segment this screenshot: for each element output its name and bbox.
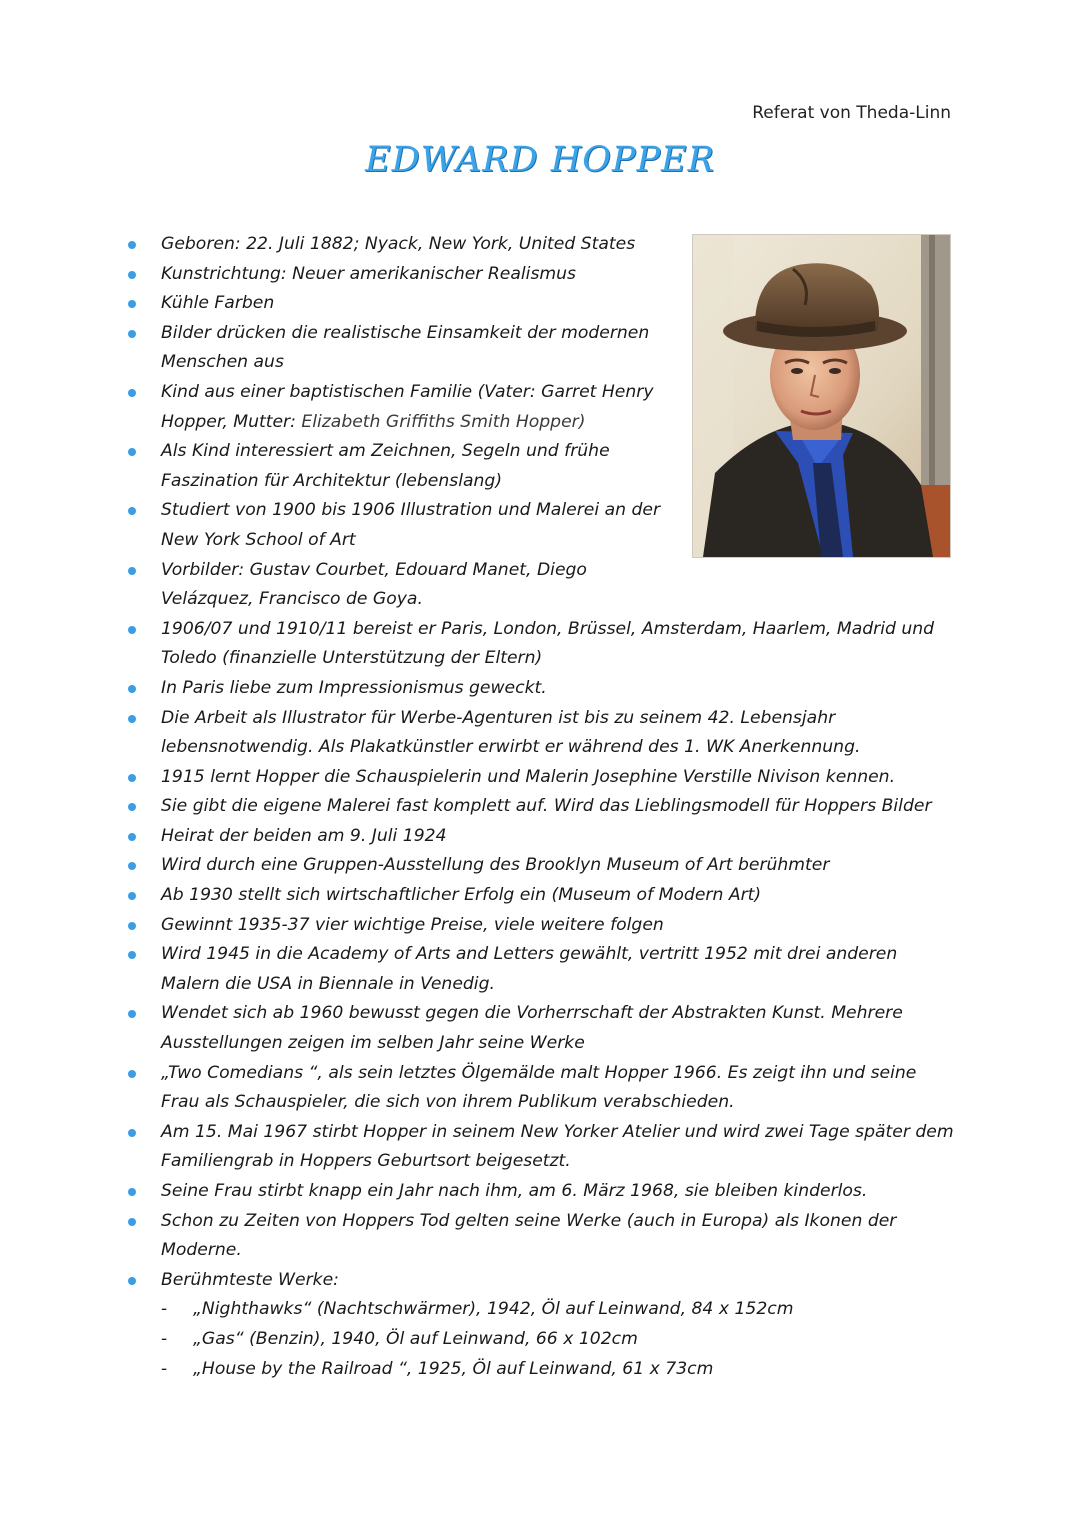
bullet-icon — [128, 271, 136, 279]
list-item: Am 15. Mai 1967 stirbt Hopper in seinem New Yorker Atelier und wird zwei Tage später dem Familiengrab in Hoppers Geburtsort beigesetzt. — [0, 1118, 956, 1177]
list-item: Die Arbeit als Illustrator für Werbe-Agenturen ist bis zu seinem 42. Lebensjahr lebensnotwendig. Als Plakatkünstler erwirbt er während des 1. WK Anerkennung. — [0, 704, 956, 763]
bullet-icon — [128, 1218, 136, 1226]
list-item: Wendet sich ab 1960 bewusst gegen die Vorherrschaft der Abstrakten Kunst. Mehrere Ausstellungen zeigen im selben Jahr seine Werke — [0, 999, 956, 1058]
bullet-icon — [128, 1277, 136, 1285]
list-item: Vorbilder: Gustav Courbet, Edouard Manet, Diego Velázquez, Francisco de Goya. — [0, 556, 681, 615]
bullet-icon — [128, 1129, 136, 1137]
list-item: Als Kind interessiert am Zeichnen, Segeln und frühe Faszination für Architektur (lebenslang) — [0, 437, 681, 496]
bullet-icon — [128, 862, 136, 870]
list-item: Heirat der beiden am 9. Juli 1924 — [0, 822, 956, 852]
bullet-icon — [128, 833, 136, 841]
list-item-famous-works: Berühmteste Werke: - „Nighthawks“ (Nachtschwärmer), 1942, Öl auf Leinwand, 84 x 152cm - „Gas“ (Benzin), 1940, Öl auf Leinwand, 66 x 102cm - „House by the Railroad “, 1925, Öl auf Leinwand, 61 x 73cm — [0, 1266, 956, 1384]
bullet-icon — [128, 567, 136, 575]
list-item: Geboren: 22. Juli 1882; Nyack, New York, United States — [0, 230, 681, 260]
bullet-icon — [128, 241, 136, 249]
list-item: Sie gibt die eigene Malerei fast komplett auf. Wird das Lieblingsmodell für Hoppers Bilder — [0, 792, 956, 822]
list-item: Wird durch eine Gruppen-Ausstellung des Brooklyn Museum of Art berühmter — [0, 851, 956, 881]
dash-marker: - — [161, 1328, 168, 1349]
bullet-icon — [128, 774, 136, 782]
bullet-icon — [128, 448, 136, 456]
bullet-icon — [128, 1188, 136, 1196]
work-item: - „Nighthawks“ (Nachtschwärmer), 1942, Öl auf Leinwand, 84 x 152cm — [161, 1295, 956, 1325]
bullet-icon — [128, 389, 136, 397]
list-item: Bilder drücken die realistische Einsamkeit der modernen Menschen aus — [0, 319, 681, 378]
list-item: Kühle Farben — [0, 289, 681, 319]
list-item: Wird 1945 in die Academy of Arts and Letters gewählt, vertritt 1952 mit drei anderen Malern die USA in Biennale in Venedig. — [0, 940, 956, 999]
bullet-icon — [128, 330, 136, 338]
page-title: EDWARD HOPPER — [365, 140, 715, 180]
list-item: Kunstrichtung: Neuer amerikanischer Realismus — [0, 260, 681, 290]
bullet-icon — [128, 951, 136, 959]
list-item: Schon zu Zeiten von Hoppers Tod gelten seine Werke (auch in Europa) als Ikonen der Moderne. — [0, 1207, 956, 1266]
list-item: Kind aus einer baptistischen Familie (Vater: Garret Henry Hopper, Mutter: Elizabeth Griffiths Smith Hopper) — [0, 378, 681, 437]
bullet-icon — [128, 507, 136, 515]
facts-list — [0, 230, 956, 1384]
list-item: „Two Comedians “, als sein letztes Ölgemälde malt Hopper 1966. Es zeigt ihn und seine Frau als Schauspieler, die sich von ihrem Publikum verabschieden. — [0, 1059, 956, 1118]
bullet-icon — [128, 1070, 136, 1078]
list-item: In Paris liebe zum Impressionismus geweckt. — [0, 674, 956, 704]
bullet-icon — [128, 892, 136, 900]
list-item: Studiert von 1900 bis 1906 Illustration und Malerei an der New York School of Art — [0, 496, 681, 555]
list-item: Gewinnt 1935-37 vier wichtige Preise, viele weitere folgen — [0, 911, 956, 941]
list-item: 1906/07 und 1910/11 bereist er Paris, London, Brüssel, Amsterdam, Haarlem, Madrid und Toledo (finanzielle Unterstützung der Eltern) — [0, 615, 956, 674]
dash-marker: - — [161, 1358, 168, 1379]
dash-marker: - — [161, 1299, 168, 1320]
list-item: 1915 lernt Hopper die Schauspielerin und Malerin Josephine Verstille Nivison kennen. — [0, 763, 956, 793]
works-list — [161, 1295, 956, 1384]
work-item: - „Gas“ (Benzin), 1940, Öl auf Leinwand, 66 x 102cm — [161, 1325, 956, 1355]
bullet-icon — [128, 922, 136, 930]
bullet-icon — [128, 803, 136, 811]
list-item: Seine Frau stirbt knapp ein Jahr nach ihm, am 6. März 1968, sie bleiben kinderlos. — [0, 1177, 956, 1207]
author-note: Referat von Theda-Linn — [752, 103, 951, 123]
bullet-icon — [128, 715, 136, 723]
bullet-icon — [128, 300, 136, 308]
bullet-icon — [128, 1010, 136, 1018]
work-item: - „House by the Railroad “, 1925, Öl auf Leinwand, 61 x 73cm — [161, 1355, 956, 1385]
bullet-icon — [128, 626, 136, 634]
list-item: Ab 1930 stellt sich wirtschaftlicher Erfolg ein (Museum of Modern Art) — [0, 881, 956, 911]
bullet-icon — [128, 685, 136, 693]
